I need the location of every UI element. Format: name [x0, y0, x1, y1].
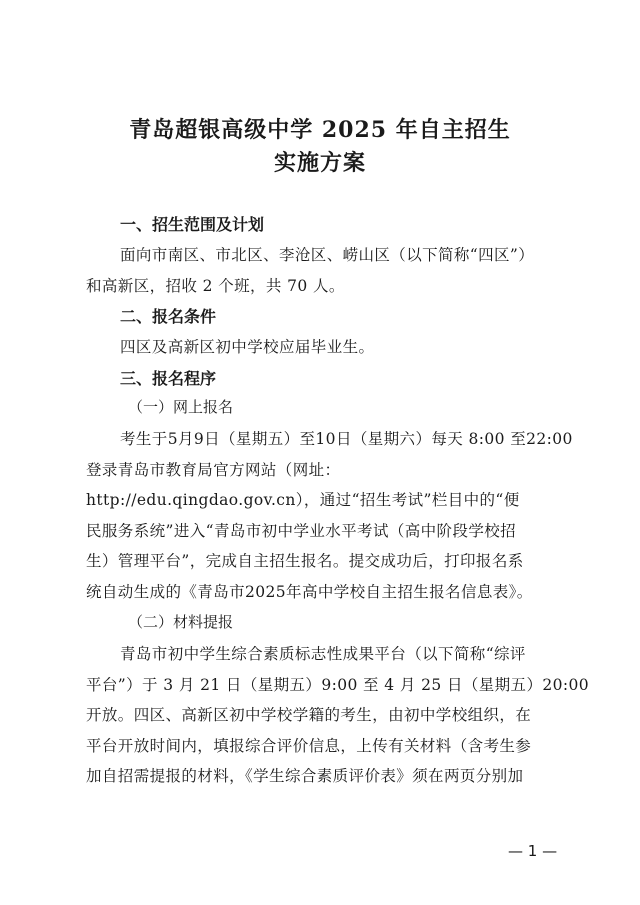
section-heading-eligibility: 二、报名条件	[120, 307, 217, 326]
section-heading-registration: 三、报名程序	[120, 369, 217, 388]
paragraph-line: 加自招需提报的材料，《学生综合素质评价表》须在两页分别加	[86, 767, 524, 785]
subsection-heading-online-registration: （一）网上报名	[128, 398, 234, 416]
document-title-line1: 青岛超银高级中学 2025 年自主招生	[129, 117, 511, 143]
subsection-heading-material-submission: （二）材料提报	[128, 613, 234, 631]
paragraph-line: 民服务系统”进入“青岛市初中学业水平考试（高中阶段学校招	[86, 522, 517, 540]
paragraph-line: 平台”）于 3 月 21 日（星期五）9:00 至 4 月 25 日（星期五）20:00	[86, 676, 590, 694]
paragraph-line: 青岛市初中学生综合素质标志性成果平台（以下简称“综评	[120, 645, 526, 663]
paragraph-line: 平台开放时间内，填报综合评价信息，上传有关材料（含考生参	[86, 737, 532, 755]
paragraph-line: 统自动生成的《青岛市2025年高中学校自主招生报名信息表》。	[86, 583, 533, 601]
section-heading-enrollment-scope: 一、招生范围及计划	[120, 215, 265, 234]
paragraph-line: 和高新区，招收 2 个班，共 70 人。	[86, 277, 345, 295]
page-number: — 1 —	[508, 842, 558, 860]
document-title-line2: 实施方案	[273, 150, 366, 176]
paragraph-line: 四区及高新区初中学校应届毕业生。	[120, 338, 375, 356]
paragraph-line: 登录青岛市教育局官方网站（网址：	[86, 461, 341, 479]
paragraph-line: 面向市南区、市北区、李沧区、崂山区（以下简称“四区”）	[120, 246, 535, 264]
paragraph-line: 开放。四区、高新区初中学校学籍的考生，由初中学校组织，在	[86, 706, 532, 724]
paragraph-line-url: http://edu.qingdao.gov.cn），通过“招生考试”栏目中的“便	[86, 491, 520, 509]
paragraph-line: 考生于5月9日（星期五）至10日（星期六）每天 8:00 至22:00	[120, 430, 573, 448]
paragraph-line: 生）管理平台”，完成自主招生报名。提交成功后，打印报名系	[86, 552, 524, 570]
